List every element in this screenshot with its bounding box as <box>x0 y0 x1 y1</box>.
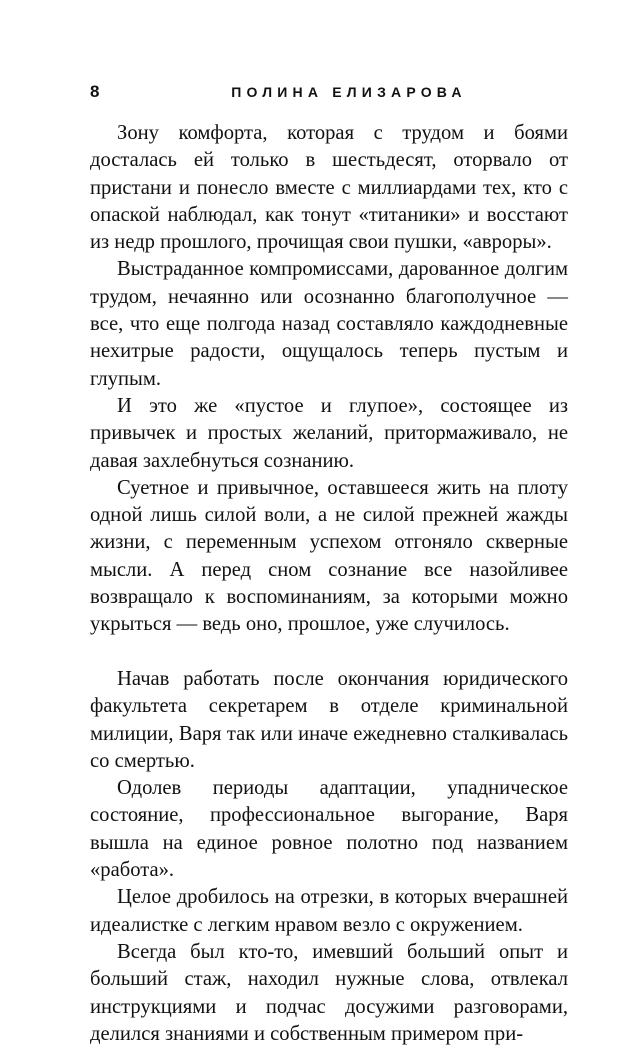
page-number: 8 <box>90 82 100 101</box>
paragraph: Всегда был кто-то, имевший больший опыт и больший стаж, находил нужные слова, отвлекал инструкциями и подчас досужими разговорами, делился знаниями и собственным примером при- <box>90 940 568 1045</box>
paragraph: Суетное и привычное, оставшееся жить на плоту одной лишь силой воли, а не силой прежней жажды жизни, с переменным успехом отгоняло скверные мысли. А перед сном сознание все назойливее возвращало к воспоминаниям, за которыми можно укрыться — ведь оно, прошлое, уже случилось. <box>90 476 568 636</box>
paragraph: Начав работать после окончания юридического факультета секретарем в отделе криминальной милиции, Варя так или иначе ежедневно сталкивалась со смертью. <box>90 667 568 772</box>
paragraph: И это же «пустое и глупое», состоящее из привычек и простых желаний, притормаживало, не давая захлебнуться сознанию. <box>90 394 568 472</box>
paragraph: Одолев периоды адаптации, упадническое состояние, профессиональное выгорание, Варя вышла на единое ровное полотно под названием «работа». <box>90 777 568 882</box>
section-break <box>90 639 568 666</box>
paragraph: Зону комфорта, которая с трудом и боями досталась ей только в шестьдесят, оторвало от пристани и понесло вместе с миллиардами тех, кто с опаской наблюдал, как тонут «титаники» и восстают из недр прошлого, прочищая свои пушки, «авроры». <box>90 122 568 254</box>
paragraph: Целое дробилось на отрезки, в которых вчерашней идеалистке с легким нравом везло с окружением. <box>90 886 568 936</box>
paragraph: Выстраданное компромиссами, дарованное долгим трудом, нечаянно или осознанно благополучное — все, что еще полгода назад составляло каждодневные нехитрые радости, ощущалось теперь пустым и глупым. <box>90 258 568 390</box>
body-text <box>90 120 568 1048</box>
running-header <box>90 80 568 104</box>
running-title-author: ПОЛИНА ЕЛИЗАРОВА <box>231 84 467 100</box>
